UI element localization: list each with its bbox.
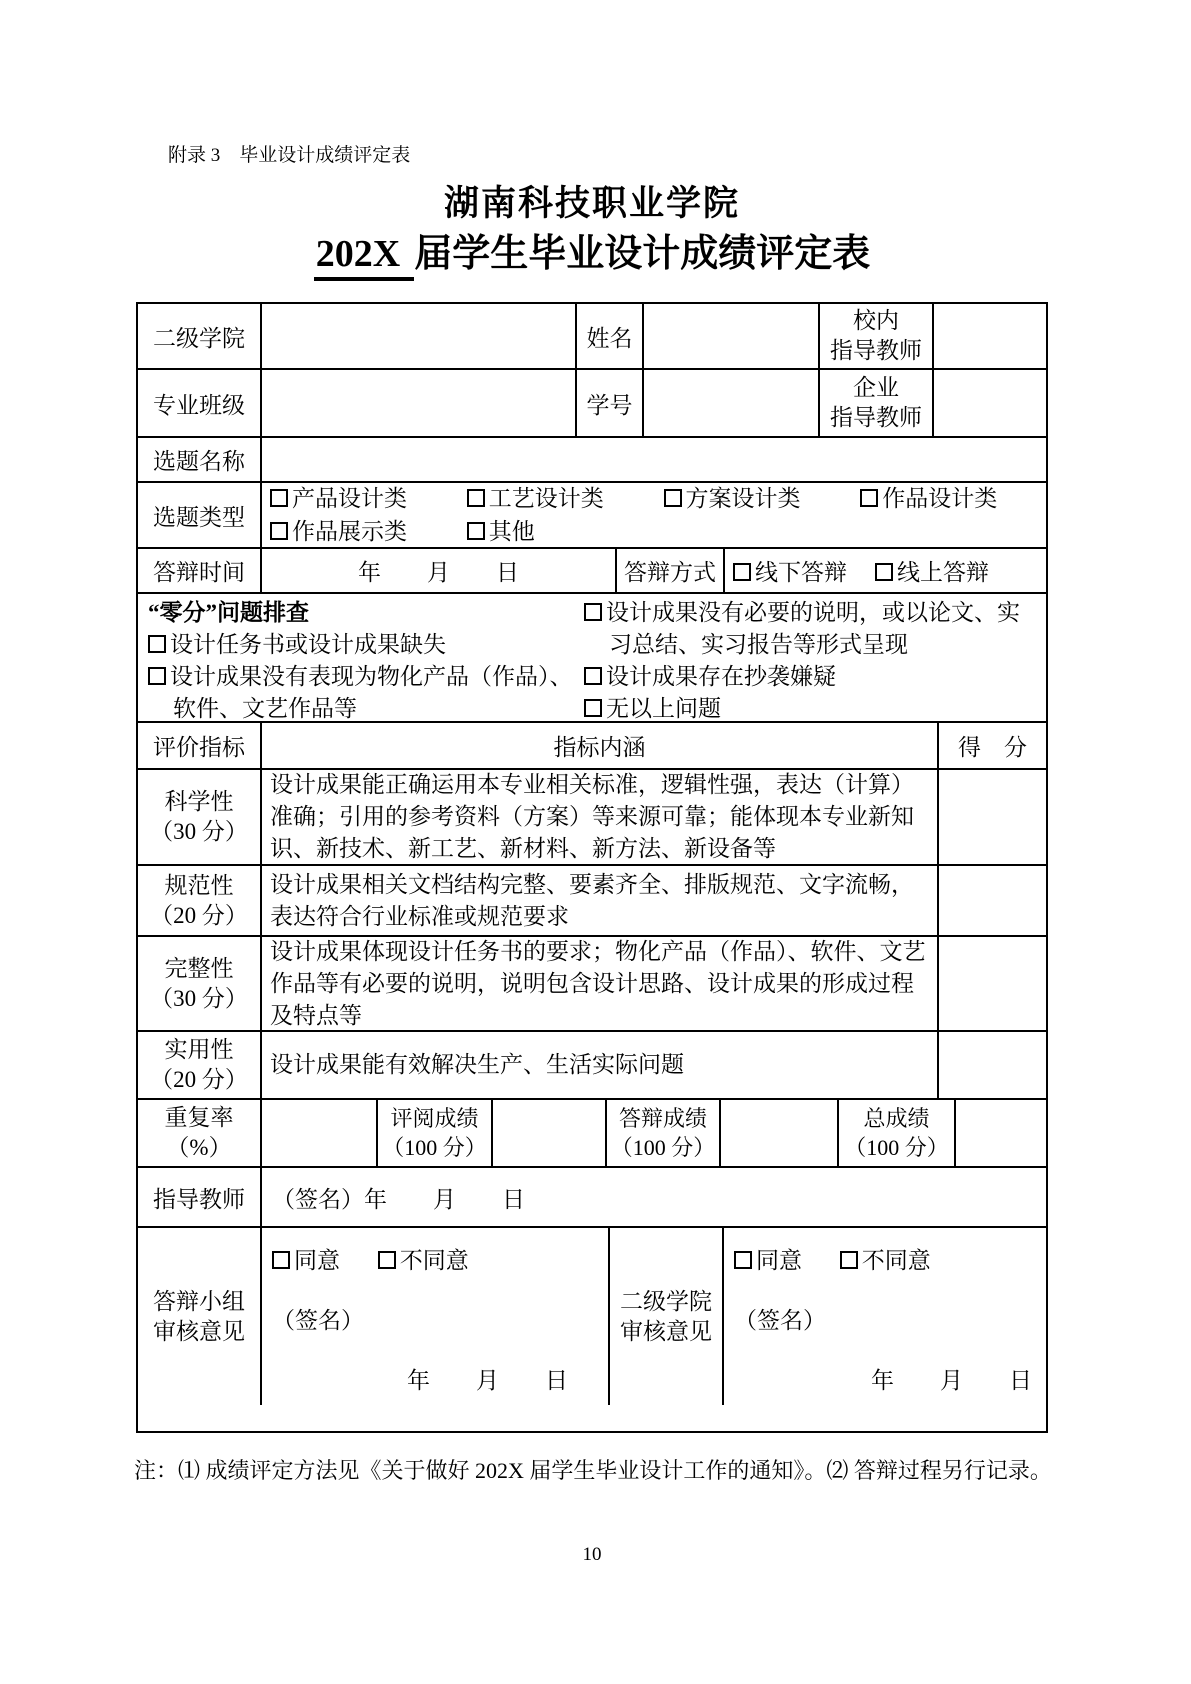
zero-check-item-label: 设计任务书或设计成果缺失 — [170, 632, 446, 657]
row-indicator-header — [138, 721, 1046, 768]
indicator-name: 科学性 — [164, 789, 234, 814]
total-score-value-cell — [954, 1100, 1046, 1166]
name-value-cell — [642, 304, 818, 368]
checkbox-icon — [734, 1251, 752, 1269]
checkbox-icon — [840, 1251, 858, 1269]
page-subtitle — [136, 222, 1048, 281]
total-score-line2: （100 分） — [844, 1135, 949, 1160]
indicator-content-text: 设计成果能有效解决生产、生活实际问题 — [270, 1052, 684, 1077]
duplication-rate-line1: 重复率 — [164, 1105, 234, 1130]
option-work-design — [860, 486, 997, 511]
checkbox-icon — [584, 667, 602, 685]
evaluation-table — [136, 302, 1048, 1433]
school-advisor-value-cell — [932, 304, 1046, 368]
defense-group-label — [138, 1228, 260, 1405]
subtitle-rest: 届学生毕业设计成绩评定表 — [414, 233, 871, 275]
option-label: 作品展示类 — [292, 519, 407, 544]
option-craft-design — [467, 486, 604, 511]
option-label: 线上答辩 — [897, 560, 989, 585]
option-label: 不同意 — [861, 1248, 931, 1273]
zero-check-header: “零分”问题排查 — [148, 600, 309, 625]
advisor-label: 指导教师 — [153, 1186, 245, 1212]
option-online-defense — [875, 554, 989, 587]
indicator-label — [138, 937, 260, 1030]
option-label: 产品设计类 — [292, 486, 407, 511]
defense-group-opinion-cell — [260, 1228, 608, 1405]
checkbox-icon — [584, 603, 602, 621]
indicator-score-cell — [937, 1032, 1046, 1098]
college-opinion-cell — [722, 1228, 1046, 1405]
class-label: 专业班级 — [153, 392, 245, 418]
option-disagree — [378, 1248, 469, 1273]
option-label: 其他 — [488, 519, 535, 544]
indicator-label — [138, 1032, 260, 1098]
indicator-points: （30 分） — [150, 819, 248, 844]
criteria-header: 评价指标 — [153, 735, 245, 760]
zero-check-item — [584, 597, 1034, 661]
row-indicator-complete — [138, 935, 1046, 1030]
zero-check-right-column — [584, 597, 1034, 721]
row-zero-check — [138, 592, 1046, 721]
enterprise-advisor-label — [818, 370, 932, 436]
college-opinion-line1: 二级学院 — [620, 1288, 712, 1314]
indicator-score-cell — [937, 937, 1046, 1030]
checkbox-icon — [875, 563, 893, 581]
date-placeholder: 年 月 日 — [871, 1368, 1032, 1393]
subtitle-year-underlined: 202X — [314, 232, 414, 281]
topic-type-options-line1 — [270, 483, 997, 515]
row-topic-name — [138, 436, 1046, 481]
checkbox-icon — [664, 489, 682, 507]
signature-placeholder: （签名） — [272, 1308, 364, 1333]
row-approval — [138, 1226, 1046, 1405]
enterprise-advisor-value-cell — [932, 370, 1046, 436]
appendix-label: 附录 3 毕业设计成绩评定表 — [168, 145, 411, 166]
checkbox-icon — [270, 522, 288, 540]
zero-check-cell — [138, 594, 1046, 721]
row-indicator-standard — [138, 864, 1046, 935]
indicator-content — [260, 770, 937, 864]
duplication-rate-line2: （%） — [166, 1135, 232, 1160]
defense-group-line2: 审核意见 — [153, 1318, 245, 1344]
row-college-name — [138, 304, 1046, 368]
indicator-label — [138, 770, 260, 864]
option-label: 作品设计类 — [882, 486, 998, 511]
checkbox-icon — [270, 489, 288, 507]
checkbox-icon — [733, 563, 751, 581]
defense-score-value-cell — [719, 1100, 837, 1166]
checkbox-icon — [378, 1251, 396, 1269]
college-value-cell — [260, 304, 575, 368]
defense-mode-options-cell — [723, 549, 1046, 592]
review-score-value-cell — [491, 1100, 605, 1166]
option-label: 不同意 — [399, 1248, 469, 1273]
signature-placeholder: （签名） — [272, 1186, 364, 1212]
agree-options — [734, 1242, 1032, 1275]
college-label: 二级学院 — [153, 325, 245, 351]
option-disagree — [840, 1248, 931, 1273]
zero-check-item — [148, 629, 584, 661]
college-opinion-label — [608, 1228, 722, 1405]
row-class-id — [138, 368, 1046, 436]
indicator-points: （20 分） — [150, 902, 248, 928]
indicator-label — [138, 866, 260, 935]
option-label: 线下答辩 — [755, 560, 847, 585]
zero-check-left-column — [148, 597, 584, 721]
indicator-points: （30 分） — [150, 985, 248, 1011]
agree-options — [272, 1242, 594, 1275]
zero-check-item — [584, 661, 1034, 693]
school-advisor-line2: 指导教师 — [830, 338, 922, 363]
class-value-cell — [260, 370, 575, 436]
school-advisor-line1: 校内 — [853, 308, 899, 333]
option-label: 方案设计类 — [685, 486, 801, 511]
checkbox-icon — [860, 489, 878, 507]
checkbox-icon — [272, 1251, 290, 1269]
checkbox-icon — [148, 635, 166, 653]
checkbox-icon — [467, 489, 485, 507]
zero-check-item-label: 无以上问题 — [606, 696, 721, 721]
defense-time-label: 答辩时间 — [153, 560, 245, 585]
school-advisor-label — [818, 304, 932, 368]
indicator-name: 完整性 — [164, 955, 234, 981]
date-placeholder: 年 月 日 — [364, 1186, 525, 1212]
zero-check-item — [148, 661, 584, 721]
row-scores — [138, 1098, 1046, 1166]
date-placeholder: 年 月 日 — [407, 1368, 568, 1393]
option-other — [467, 519, 535, 544]
option-work-show — [270, 519, 407, 544]
defense-score-line2: （100 分） — [610, 1135, 716, 1160]
zero-check-item-label: 设计成果存在抄袭嫌疑 — [606, 664, 836, 689]
topic-type-options-cell — [260, 483, 1046, 547]
zero-check-item — [584, 693, 1034, 721]
student-id-value-cell — [642, 370, 818, 436]
indicator-name: 规范性 — [164, 872, 234, 898]
row-topic-type — [138, 481, 1046, 547]
enterprise-advisor-line1: 企业 — [853, 375, 899, 400]
defense-mode-label: 答辩方式 — [615, 549, 723, 592]
indicator-content-text: 设计成果相关文档结构完整、要素齐全、排版规范、文字流畅，表达符合行业标准或规范要求 — [270, 871, 914, 929]
indicator-points: （20 分） — [150, 1067, 248, 1092]
defense-date-cell: 年 月 日 — [260, 549, 615, 592]
duplication-rate-value-cell — [260, 1100, 376, 1166]
review-score-label — [376, 1100, 491, 1166]
page-title: 湖南科技职业学院 — [443, 184, 740, 223]
topic-name-value-cell — [260, 438, 1046, 481]
row-advisor-sign — [138, 1166, 1046, 1226]
row-indicator-practical — [138, 1030, 1046, 1098]
row-defense — [138, 547, 1046, 592]
indicator-content — [260, 937, 937, 1030]
review-score-line2: （100 分） — [382, 1135, 487, 1160]
topic-type-label: 选题类型 — [153, 504, 245, 530]
checkbox-icon — [467, 522, 485, 540]
content-header: 指标内涵 — [260, 723, 937, 768]
zero-check-item-label: 设计成果没有表现为物化产品（作品）、软件、文艺作品等 — [170, 664, 573, 721]
checkbox-icon — [148, 667, 166, 685]
defense-score-line1: 答辩成绩 — [618, 1106, 707, 1131]
defense-group-line1: 答辩小组 — [153, 1288, 245, 1314]
signature-placeholder: （签名） — [734, 1308, 826, 1333]
option-label: 同意 — [294, 1248, 340, 1273]
indicator-content-text: 设计成果能正确运用本专业相关标准，逻辑性强，表达（计算）准确；引用的参考资料（方案）等来源可靠；能体现本专业新知识、新技术、新工艺、新材料、新方法、新设备等 — [270, 772, 914, 861]
score-header: 得 分 — [937, 723, 1046, 768]
indicator-name: 实用性 — [164, 1037, 234, 1062]
college-opinion-line2: 审核意见 — [620, 1318, 712, 1344]
option-agree — [734, 1248, 802, 1273]
option-label: 同意 — [756, 1248, 802, 1273]
option-product-design — [270, 486, 407, 511]
footnote: 注：⑴ 成绩评定方法见《关于做好 202X 届学生毕业设计工作的通知》。⑵ 答辩过程另行记录。 — [134, 1458, 1052, 1483]
defense-score-label — [605, 1100, 719, 1166]
total-score-label — [837, 1100, 954, 1166]
indicator-score-cell — [937, 866, 1046, 935]
student-id-label: 学号 — [575, 370, 642, 436]
page-number: 10 — [582, 1544, 602, 1565]
duplication-rate-label — [138, 1100, 260, 1166]
indicator-content-text: 设计成果体现设计任务书的要求；物化产品（作品）、软件、文艺作品等有必要的说明，说明包含设计思路、设计成果的形成过程及特点等 — [270, 938, 926, 1028]
topic-name-label: 选题名称 — [153, 449, 245, 474]
name-label: 姓名 — [575, 304, 642, 368]
option-offline-defense — [733, 554, 847, 587]
checkbox-icon — [584, 699, 602, 717]
indicator-content — [260, 866, 937, 935]
indicator-content — [260, 1032, 937, 1098]
row-indicator-scientific — [138, 768, 1046, 864]
indicator-score-cell — [937, 770, 1046, 864]
advisor-sign-cell — [260, 1168, 1046, 1226]
zero-check-item-label: 设计成果没有必要的说明，或以论文、实习总结、实习报告等形式呈现 — [606, 600, 1020, 657]
enterprise-advisor-line2: 指导教师 — [830, 405, 922, 430]
option-agree — [272, 1248, 340, 1273]
option-label: 工艺设计类 — [488, 486, 604, 511]
option-scheme-design — [664, 486, 801, 511]
total-score-line1: 总成绩 — [863, 1106, 930, 1131]
topic-type-options-line2 — [270, 515, 997, 547]
review-score-line1: 评阅成绩 — [390, 1106, 479, 1131]
